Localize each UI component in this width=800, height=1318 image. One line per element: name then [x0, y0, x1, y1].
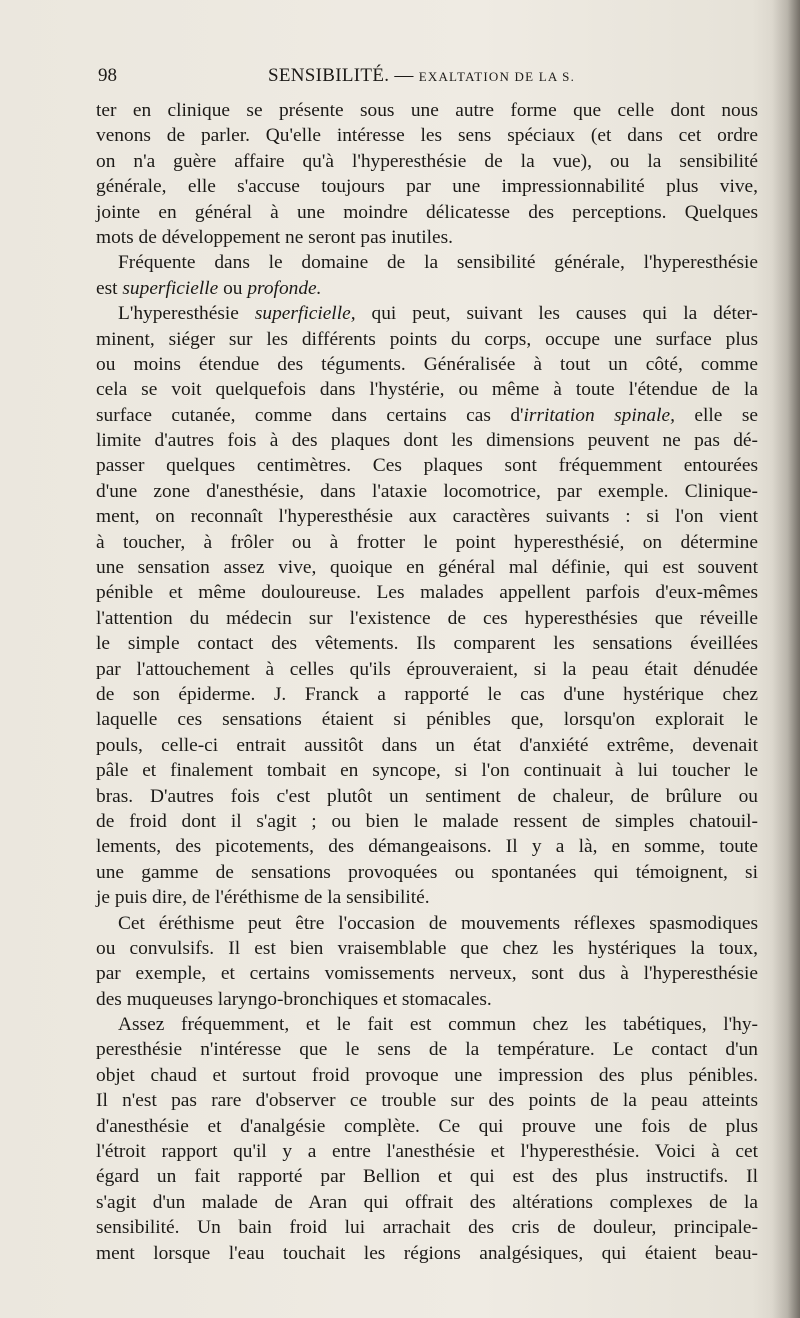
- text-line: limite d'autres fois à des plaques dont les dimensions peuvent ne pas dé-: [96, 430, 758, 452]
- text-line: ou convulsifs. Il est bien vraisemblable que chez les hystériques la toux,: [96, 937, 758, 959]
- text-line: s'agit d'un malade de Aran qui offrait des altérations complexes de la: [96, 1191, 758, 1213]
- text-line: Assez fréquemment, et le fait est commun chez les tabétiques, l'hy-: [118, 1014, 758, 1036]
- italic-text: superficielle,: [254, 303, 356, 325]
- text-line: passer quelques centimètres. Ces plaques sont fréquemment entourées: [96, 455, 758, 477]
- text-line: par exemple, et certains vomissements nerveux, sont dus à l'hyperesthésie: [96, 963, 758, 985]
- text-line: le simple contact des vêtements. Ils comparent les sensations éveillées: [96, 633, 758, 655]
- text-line: [96, 403, 758, 428]
- text-line: d'anesthésie et d'analgésie complète. Ce qui prouve une fois de plus: [96, 1115, 758, 1137]
- text-line: de son épiderme. J. Franck a rapporté le cas d'une hystérique chez: [96, 683, 758, 705]
- text-line: des muqueuses laryngo-bronchiques et stomacales.: [96, 988, 492, 1010]
- text-line: pénible et même douloureuse. Les malades appellent parfois d'eux-mêmes: [96, 582, 758, 604]
- text-line: peresthésie n'intéresse que le sens de la température. Le contact d'un: [96, 1039, 758, 1061]
- text-line: pâle et finalement tombait en syncope, si l'on continuait à lui toucher le: [96, 760, 758, 782]
- text-line: une gamme de sensations provoquées ou spontanées qui témoignent, si: [96, 861, 758, 883]
- text-line: je puis dire, de l'éréthisme de la sensibilité.: [96, 887, 430, 909]
- text-line: d'une zone d'anesthésie, dans l'ataxie locomotrice, par exemple. Clinique-: [96, 480, 758, 502]
- text-segment: surface cutanée, comme dans certains cas d': [96, 404, 524, 426]
- text-line: [96, 301, 758, 326]
- text-segment: elle se: [674, 404, 758, 426]
- text-line: objet chaud et surtout froid provoque une impression des plus pénibles.: [96, 1064, 758, 1086]
- text-line: lements, des picotements, des démangeaisons. Il y a là, en somme, toute: [96, 836, 758, 858]
- text-line: ter en clinique se présente sous une autre forme que celle dont nous: [96, 100, 758, 121]
- italic-text: superficielle: [122, 277, 219, 299]
- running-head-dash: —: [394, 65, 414, 86]
- text-line: mots de développement ne seront pas inutiles.: [96, 226, 454, 248]
- text-line: Il n'est pas rare d'observer ce trouble sur des points de la peau atteints: [96, 1090, 758, 1112]
- text-line: jointe en général à une moindre délicatesse des perceptions. Quelques: [96, 201, 758, 223]
- text-line: Fréquente dans le domaine de la sensibilité générale, l'hyperesthésie: [118, 252, 758, 274]
- text-line: cela se voit quelquefois dans l'hystérie, ou même à toute l'étendue de la: [96, 379, 758, 401]
- page-number: 98: [98, 65, 117, 86]
- text-line: [96, 276, 758, 301]
- text-line: ou moins étendue des téguments. Généralisée à tout un côté, comme: [96, 353, 758, 375]
- text-line: laquelle ces sensations étaient si pénibles que, lorsqu'on explorait le: [96, 709, 758, 731]
- running-head: [268, 62, 575, 91]
- text-segment: est: [96, 277, 123, 299]
- italic-text: irritation spinale,: [523, 404, 675, 426]
- running-head-sub: EXALTATION DE LA S.: [418, 69, 576, 84]
- text-line: par l'attouchement à celles qu'ils éprouveraient, si la peau était dénudée: [96, 658, 758, 680]
- text-line: générale, elle s'accuse toujours par une impressionnabilité plus vive,: [96, 176, 758, 198]
- text-line: ment lorsque l'eau touchait les régions analgésiques, qui étaient beau-: [96, 1242, 758, 1264]
- text-line: ment, on reconnaît l'hyperesthésie aux caractères suivants : si l'on vient: [96, 506, 758, 528]
- page-header: [98, 62, 758, 90]
- text-line: pouls, celle-ci entrait aussitôt dans un état d'anxiété extrême, devenait: [96, 734, 758, 756]
- text-line: une sensation assez vive, quoique en général mal définie, qui est souvent: [96, 557, 758, 579]
- text-line: l'attention du médecin sur l'existence de ces hyperesthésies que réveille: [96, 607, 758, 629]
- text-line: à toucher, à frôler ou à frotter le point hyperesthésié, on détermine: [96, 531, 758, 553]
- text-line: Cet éréthisme peut être l'occasion de mouvements réflexes spasmodiques: [118, 912, 758, 934]
- page-edge-shadow: [772, 0, 800, 1318]
- text-line: bras. D'autres fois c'est plutôt un sentiment de chaleur, de brûlure ou: [96, 785, 758, 807]
- text-segment: ou: [218, 277, 248, 299]
- text-segment: L'hyperesthésie: [118, 303, 255, 325]
- text-line: on n'a guère affaire qu'à l'hyperesthésie de la vue), ou la sensibilité: [96, 150, 758, 172]
- text-line: égard un fait rapporté par Bellion et qui est des plus instructifs. Il: [96, 1166, 758, 1188]
- body-text: [96, 98, 758, 1266]
- text-line: minent, siéger sur les différents points du corps, occupe une surface plus: [96, 328, 758, 350]
- text-line: de froid dont il s'agit ; ou bien le malade ressent de simples chatouil-: [96, 810, 758, 832]
- text-line: sensibilité. Un bain froid lui arrachait des cris de douleur, principale-: [96, 1217, 758, 1239]
- running-head-main: SENSIBILITÉ.: [268, 65, 390, 86]
- text-segment: qui peut, suivant les causes qui la déter-: [355, 303, 759, 325]
- italic-text: profonde.: [247, 277, 322, 299]
- text-line: l'étroit rapport qu'il y a entre l'anesthésie et l'hyperesthésie. Voici à cet: [96, 1141, 758, 1163]
- text-line: venons de parler. Qu'elle intéresse les sens spéciaux (et dans cet ordre: [96, 125, 758, 147]
